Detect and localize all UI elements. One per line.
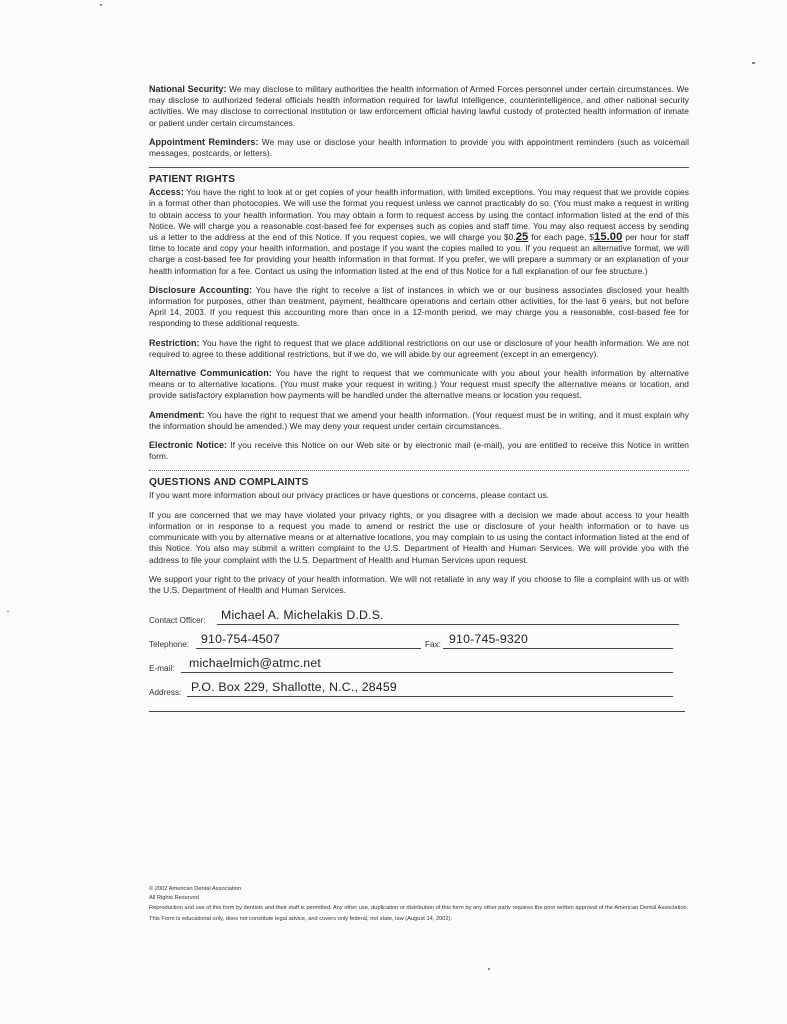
copy-fee-value: 25 [515, 231, 529, 244]
footer [149, 885, 694, 925]
telephone-value: 910-754-4507 [201, 632, 280, 647]
access-paragraph [149, 187, 689, 277]
questions-paragraph-3: We support your right to the privacy of your health information. We will not retaliate in any way if you choose to file a complaint with us or with the U.S. Department of Health and Human Services. [149, 573, 689, 595]
scan-speck [488, 968, 490, 970]
contact-officer-label: Contact Officer: [149, 616, 206, 626]
questions-paragraph-2: If you are concerned that we may have violated your privacy rights, or you disagree with a decision we made about access to your health information or in response to a request you made to amend or restrict the use or disclosure of your health information or to have us communicate with you by alternative means or at alternative locations, you may complain to us using the contact information listed at the end of this Notice. You also may submit a written complaint to the U.S. Department of Health and Human Services. We will provide you with the address to file your complaint with the U.S. Department of Health and Human Services upon request. [149, 509, 689, 565]
email-row [149, 652, 689, 676]
national-security-paragraph [149, 84, 689, 129]
hourly-fee-value: 15.00 [594, 231, 623, 244]
email-label: E-mail: [149, 664, 175, 674]
reproduction-text: Reproduction and use of this form by dentists and their staff is permitted. Any other use, duplication or distribution of this form by any other party requires the prior written approval of the American Dental Association. [149, 904, 689, 911]
fax-line [443, 648, 673, 649]
rights-text: All Rights Reserved [149, 895, 199, 902]
restriction-term: Restriction: [149, 337, 200, 348]
disclosure-accounting-text: You have the right to receive a list of instances in which we or our business associates disclosed your health information for purposes, other than treatment, payment, healthcare operations and certain other activities, for the last 6 years, but not before April 14, 2003. If you request this accounting more than once in a 12-month period, we may charge you a reasonable, cost-based fee for responding to these additional requests. [149, 284, 690, 329]
electronic-notice-paragraph [149, 440, 689, 462]
contact-officer-line [217, 624, 679, 625]
scan-speck [7, 611, 9, 612]
scan-speck [100, 4, 102, 6]
access-text-1: You have the right to look at or get copies of your health information, with limited exceptions. You may request that we provide copies in a format other than photocopies. We will use the format you request unless we cannot practicably do so. (You must make a request in writing to obtain access to your health information. You may obtain a form to request access by using the contact information listed at the end of this Notice. We will charge you a reasonable cost-based fee for expenses such as copies and staff time. You may also request access by sending us a letter to the address at the end of this Notice. If you request copies, we will charge you $0. [149, 187, 689, 243]
telephone-label: Telephone: [149, 640, 190, 650]
restriction-text: You have the right to request that we place additional restrictions on our use or disclosure of your health information. We are not required to agree to these additional restrictions, but if we do, we will abide by our agreement (except in an emergency). [149, 337, 689, 359]
telephone-row [149, 628, 689, 652]
access-text-2: for each page, [531, 232, 587, 243]
email-line [181, 672, 673, 673]
disclosure-accounting-paragraph [149, 285, 689, 330]
address-value: P.O. Box 229, Shallotte, N.C., 28459 [191, 680, 397, 695]
appointment-reminders-paragraph [149, 137, 689, 159]
amendment-paragraph [149, 410, 689, 432]
fax-value: 910-745-9320 [449, 632, 528, 647]
address-row [149, 676, 689, 700]
questions-paragraph-1: If you want more information about our privacy practices or have questions or concerns, please contact us. [149, 490, 550, 501]
access-term: Access: [149, 187, 184, 198]
contact-officer-row [149, 604, 689, 628]
contact-officer-value: Michael A. Michelakis D.D.S. [221, 608, 384, 623]
educational-text: This Form is educational only, does not constitute legal advice, and covers only federal, not state, law (August 14, 2002). [149, 916, 453, 923]
access-text-3: per hour for staff time to locate and copy your health information, and postage if you want the copies mailed to you. If you request an alternative format, we will charge a cost-based fee for providing your health information in that format. If you prefer, we will prepare a summary or an explanation of your health information for a fee. Contact us using the information listed at the end of this Notice for a full explanation of our fee structure.) [149, 232, 689, 276]
address-line [187, 696, 673, 697]
electronic-notice-text: If you receive this Notice on our Web site or by electronic mail (e-mail), you are entitled to receive this Notice in written form. [149, 440, 689, 462]
restriction-paragraph [149, 338, 689, 360]
section-divider [149, 167, 689, 168]
scan-speck [752, 62, 755, 64]
fax-label: Fax: [425, 640, 441, 650]
national-security-term: National Security: [149, 84, 227, 94]
electronic-notice-term: Electronic Notice: [149, 440, 228, 451]
questions-heading: QUESTIONS AND COMPLAINTS [149, 477, 309, 489]
copyright-text: © 2002 American Dental Association [149, 886, 242, 892]
amendment-text: You have the right to request that we amend your health information. (Your request must be in writing, and it must explain why the information should be amended.) We may deny your request under certain circumstances. [149, 409, 689, 431]
appointment-reminders-term: Appointment Reminders: [149, 136, 259, 147]
telephone-line [196, 648, 421, 649]
blank-line [149, 711, 685, 712]
section-divider [149, 470, 689, 471]
notice-page [149, 84, 689, 715]
amendment-term: Amendment: [149, 409, 205, 420]
appointment-reminders-text: We may use or disclose your health information to provide you with appointment reminders (such as voicemail messages, postcards, or letters). [149, 136, 689, 159]
national-security-text: We may disclose to military authorities the health information of Armed Forces personnel under certain circumstances. We may disclose to authorized federal officials health information required for lawful intelligence, counterintelligence, and other national security activities. We may disclose to correctional institution or law enforcement official having lawful custody of protected health information of inmate or patient under certain circumstances. [149, 84, 689, 128]
email-value: michaelmich@atmc.net [189, 656, 321, 671]
dollar-sign: $ [589, 232, 595, 243]
alternative-communication-paragraph [149, 368, 689, 402]
patient-rights-heading: PATIENT RIGHTS [149, 174, 236, 186]
alternative-communication-term: Alternative Communication: [149, 368, 272, 379]
alternative-communication-text: You have the right to request that we communicate with you about your health information by alternative means or to alternative locations. (You must make your request in writing.) Your request must specify the alternative means or location, and provide satisfactory explanation how payments will be handled under the alternative means or location you request. [149, 368, 689, 401]
address-label: Address: [149, 688, 182, 698]
disclosure-accounting-term: Disclosure Accounting: [149, 284, 253, 295]
